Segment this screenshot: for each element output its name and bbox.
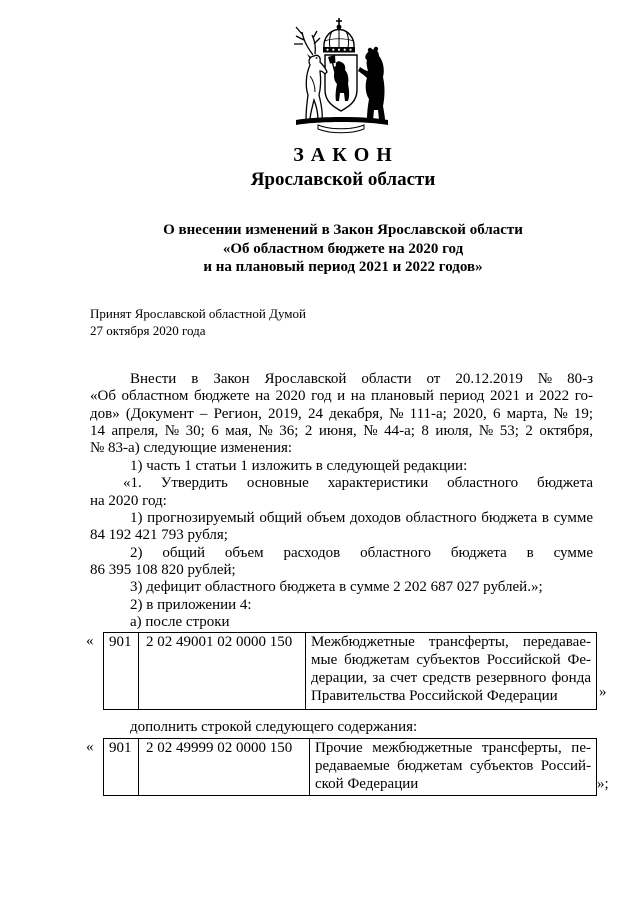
close-quote: »; [597, 776, 609, 792]
body-line: 14 апреля, № 30; 6 мая, № 36; 2 июня, № 44-а; 8 июля, № 53; 2 октября, [90, 423, 593, 440]
description-line: ской Федерации [315, 776, 419, 792]
bear-supporter-icon [358, 47, 385, 120]
coat-of-arms-icon [288, 16, 394, 134]
table-row [103, 632, 597, 710]
body-text [90, 371, 593, 631]
body-line: дополнить строкой следующего содержания: [130, 719, 418, 735]
crown-icon [323, 18, 355, 53]
table-row [103, 738, 597, 796]
body-line: «Об областном бюджете на 2020 год и на плановый период 2021 и 2022 го- [90, 388, 593, 405]
adoption-body: Принят Ярославской областной Думой [90, 306, 306, 321]
description-line: Правительства Российской Федерации [311, 688, 558, 704]
adoption-note [90, 305, 306, 339]
body-line: № 83-а) следующие изменения: [90, 440, 293, 457]
body-line: 1) часть 1 статьи 1 изложить в следующей редакции: [130, 457, 468, 474]
body-line: на 2020 год: [90, 492, 167, 509]
description-line: Прочие межбюджетные трансферты, пе- [315, 740, 591, 756]
issuer: Ярославской области [250, 169, 436, 190]
budget-code-cell [138, 633, 305, 709]
close-quote: » [599, 684, 607, 700]
budget-code-cell [138, 739, 309, 795]
description-cell [309, 739, 597, 795]
coat-of-arms [288, 16, 394, 134]
body-line: 86 395 108 820 рублей; [90, 561, 236, 578]
description-line: редаваемые бюджетам субъектов Россий- [315, 758, 591, 774]
ribbon-icon [318, 125, 364, 133]
description-cell [305, 633, 597, 709]
admin-code-cell [103, 739, 138, 795]
law-title-line: «Об областном бюджете на 2020 год [222, 240, 464, 257]
law-title [90, 221, 596, 277]
body-line: а) после строки [130, 614, 230, 631]
law-title-line: и на плановый период 2021 и 2022 годов» [203, 259, 483, 275]
body-line: «1. Утвердить основные характеристики областного бюджета [123, 475, 593, 492]
admin-code-cell [103, 633, 138, 709]
adoption-date: 27 октября 2020 года [90, 323, 206, 338]
open-quote: « [86, 633, 94, 649]
description-line: Межбюджетные трансферты, передавае- [311, 634, 591, 650]
admin-code: 901 [109, 740, 132, 756]
body-line: 84 192 421 793 рубля; [90, 527, 228, 544]
open-quote: « [86, 739, 94, 755]
deer-supporter-icon [294, 27, 327, 120]
description-line: мые бюджетам субъектов Российской Фе- [311, 652, 591, 668]
budget-code: 2 02 49001 02 0000 150 [146, 634, 293, 650]
budget-code: 2 02 49999 02 0000 150 [146, 740, 293, 756]
body-line: 2) общий объем расходов областного бюджета в сумме [130, 544, 593, 561]
body-line: Внести в Закон Ярославской области от 20.12.2019 № 80-з [130, 371, 593, 387]
description-line: дерации, за счет средств резервного фонда [311, 670, 591, 686]
admin-code: 901 [109, 634, 132, 650]
law-title-line: О внесении изменений в Закон Ярославской области [163, 222, 523, 238]
body-line: 2) в приложении 4: [130, 596, 252, 613]
body-line: 3) дефицит областного бюджета в сумме 2 202 687 027 рублей.»; [130, 579, 543, 596]
document-type: З А К О Н [293, 144, 393, 166]
body-line: 1) прогнозируемый общий объем доходов областного бюджета в сумме [130, 509, 593, 526]
body-line: дов» (Документ – Регион, 2019, 24 декабря, № 111-а; 2020, 6 марта, № 19; [90, 405, 593, 422]
